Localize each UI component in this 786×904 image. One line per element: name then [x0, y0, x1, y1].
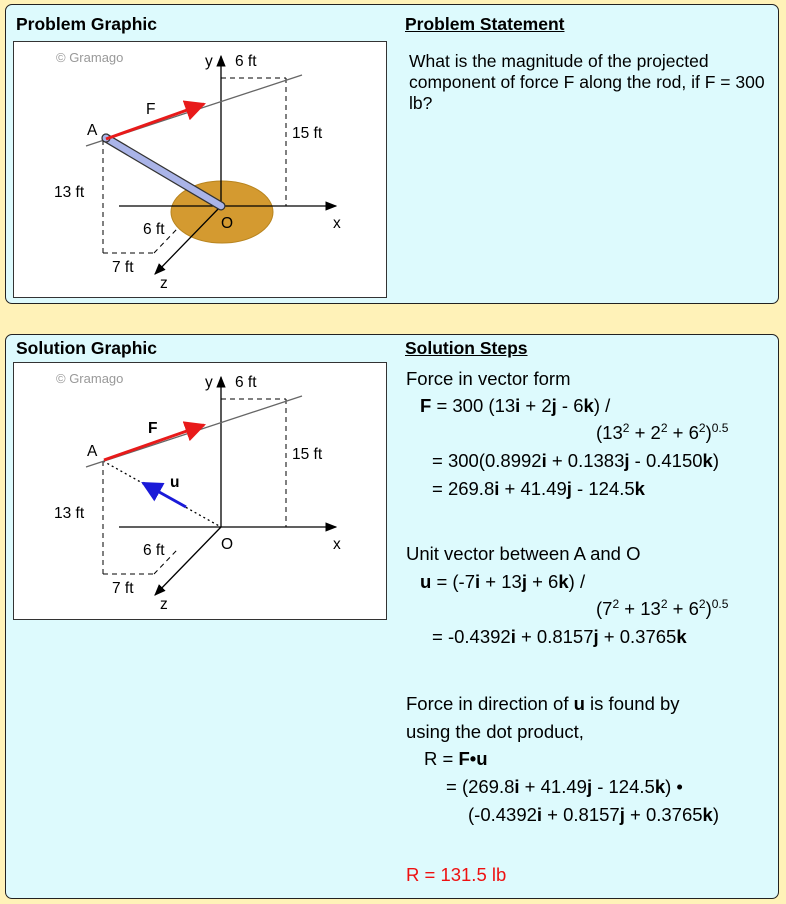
step-force-eq1: F = 300 (13i + 2j - 6k) / — [420, 395, 611, 416]
step-r-eq2: = (269.8i + 41.49j - 124.5k) • — [446, 776, 683, 797]
force-label: F — [148, 420, 158, 437]
step-force-denominator: $(13^2 + 2^2 + 6^2)^{0.5}$ — [596, 421, 729, 443]
problem-panel — [5, 4, 779, 304]
dim-6ft-base: 6 ft — [143, 542, 165, 559]
problem-diagram — [14, 42, 386, 297]
step-unit-heading: Unit vector between A and O — [406, 543, 641, 564]
z-label: z — [160, 275, 168, 292]
dim-13ft: 13 ft — [54, 184, 85, 201]
step-r-eq1: R = F•u — [424, 748, 488, 769]
point-a-label: A — [87, 443, 98, 460]
problem-figure — [13, 41, 387, 298]
y-label: y — [205, 53, 213, 70]
z-label: z — [160, 596, 168, 613]
solution-diagram — [14, 363, 386, 619]
dim-15ft: 15 ft — [292, 446, 323, 463]
point-a-label: A — [87, 122, 98, 139]
y-label: y — [205, 374, 213, 391]
step-force-heading: Force in vector form — [406, 368, 571, 389]
final-result: R = 131.5 lb — [406, 864, 507, 885]
step-r-eq3: (-0.4392i + 0.8157j + 0.3765k) — [468, 804, 719, 825]
force-label: F — [146, 101, 156, 118]
unit-vector-arrow — [143, 483, 186, 507]
problem-statement-title: Problem Statement — [405, 14, 565, 34]
dim-6ft-base: 6 ft — [143, 221, 165, 238]
dim-6ft-top: 6 ft — [235, 374, 257, 391]
dim-15ft: 15 ft — [292, 125, 323, 142]
unit-vector-label: u — [170, 474, 180, 491]
step-force-eq3: = 269.8i + 41.49j - 124.5k — [432, 478, 645, 499]
solution-graphic-title: Solution Graphic — [16, 338, 157, 358]
problem-graphic-title: Problem Graphic — [16, 14, 158, 34]
x-label: x — [333, 536, 341, 553]
origin-label: O — [221, 215, 234, 232]
solution-steps-title: Solution Steps — [405, 338, 528, 358]
solution-copyright: © Gramago — [56, 371, 124, 386]
z-axis — [155, 527, 221, 595]
rod — [106, 138, 221, 206]
origin-label: O — [221, 536, 234, 553]
dim-7ft: 7 ft — [112, 259, 134, 276]
step-dot-text1: Force in direction of u is found by — [406, 693, 680, 714]
dim-7ft: 7 ft — [112, 580, 134, 597]
step-dot-text2: using the dot product, — [406, 721, 584, 742]
step-unit-denominator: $(7^2 + 13^2 + 6^2)^{0.5}$ — [596, 597, 729, 619]
step-unit-eq2: = -0.4392i + 0.8157j + 0.3765k — [432, 626, 687, 647]
dim-6ft-top: 6 ft — [235, 53, 257, 70]
dim-13ft: 13 ft — [54, 505, 85, 522]
dimension-dashes — [103, 399, 286, 574]
step-force-eq2: = 300(0.8992i + 0.1383j - 0.4150k) — [432, 450, 720, 471]
problem-statement-text: What is the magnitude of the projected component of force F along the rod, if F = 300 lb? — [409, 51, 765, 113]
solution-panel — [5, 334, 779, 899]
problem-copyright: © Gramago — [56, 50, 124, 65]
x-label: x — [333, 215, 341, 232]
solution-figure — [13, 362, 387, 620]
step-unit-eq1: u = (-7i + 13j + 6k) / — [420, 571, 586, 592]
